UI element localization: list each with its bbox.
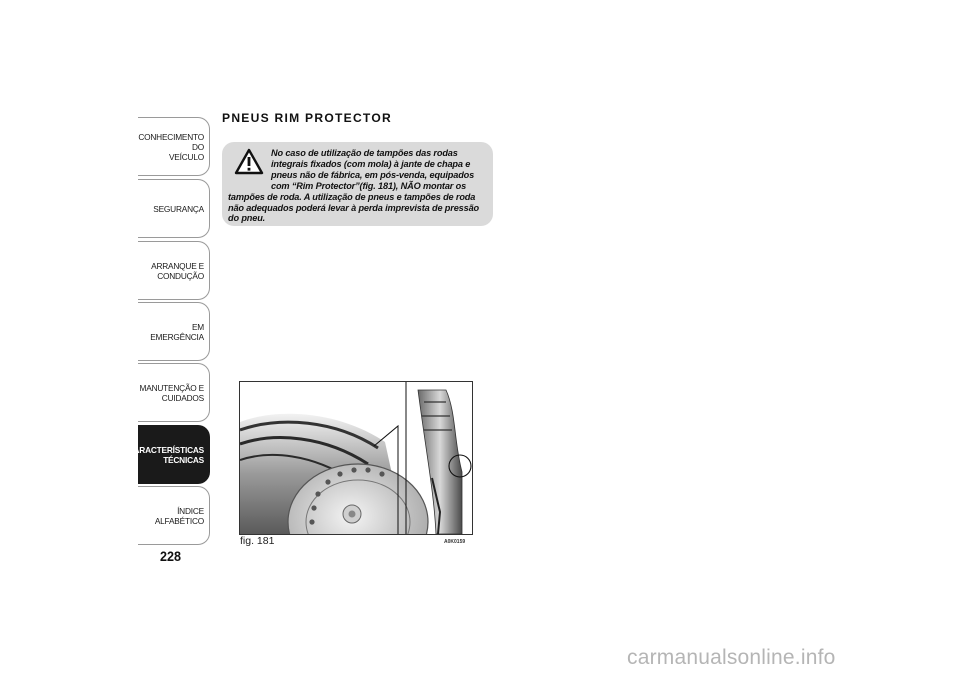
tab-arranque-e-conducao[interactable] [138,241,210,300]
tab-label: ARRANQUE E CONDUÇÃO [151,260,204,281]
tab-indice-alfabetico[interactable] [138,486,210,545]
page-number: 228 [160,548,182,564]
figure-code: A0K0159 [444,539,466,545]
figure-caption: fig. 181 [240,535,275,547]
tab-label: CONHECIMENTO DO VEÍCULO [138,131,204,162]
tab-caracteristicas-tecnicas[interactable] [127,425,210,484]
tab-em-emergencia[interactable] [138,302,210,361]
tab-label: MANUTENÇÃO E CUIDADOS [139,382,204,403]
section-title: PNEUS RIM PROTECTOR [222,113,392,125]
tire-illustration [240,382,472,534]
tab-label: SEGURANÇA [153,203,204,214]
warning-text-content: No caso de utilização de tampões das rodas integrais fixados (com mola) à jante de chapa e pneus não de fábrica, em pós-venda, equipados com “Rim Protector”(fig. 181), NÃO montar os tampões de roda. A utilização de pneus e tampões de roda não adequados poderá levar à perda imprevista de pressão do pneu. [228,148,479,224]
tab-manutencao-e-cuidados[interactable] [138,363,210,422]
tab-label: CARACTERÍSTICAS TÉCNICAS [127,444,204,465]
warning-text [228,148,490,224]
tab-label: ÍNDICE ALFABÉTICO [154,505,204,526]
tab-seguranca[interactable] [138,179,210,238]
watermark: carmanualsonline.info [627,646,836,669]
tab-label: EM EMERGÊNCIA [150,321,204,342]
tab-conhecimento-do-veiculo[interactable] [138,117,210,176]
warning-box [222,142,493,226]
figure-tire-rim-protector [239,381,473,535]
